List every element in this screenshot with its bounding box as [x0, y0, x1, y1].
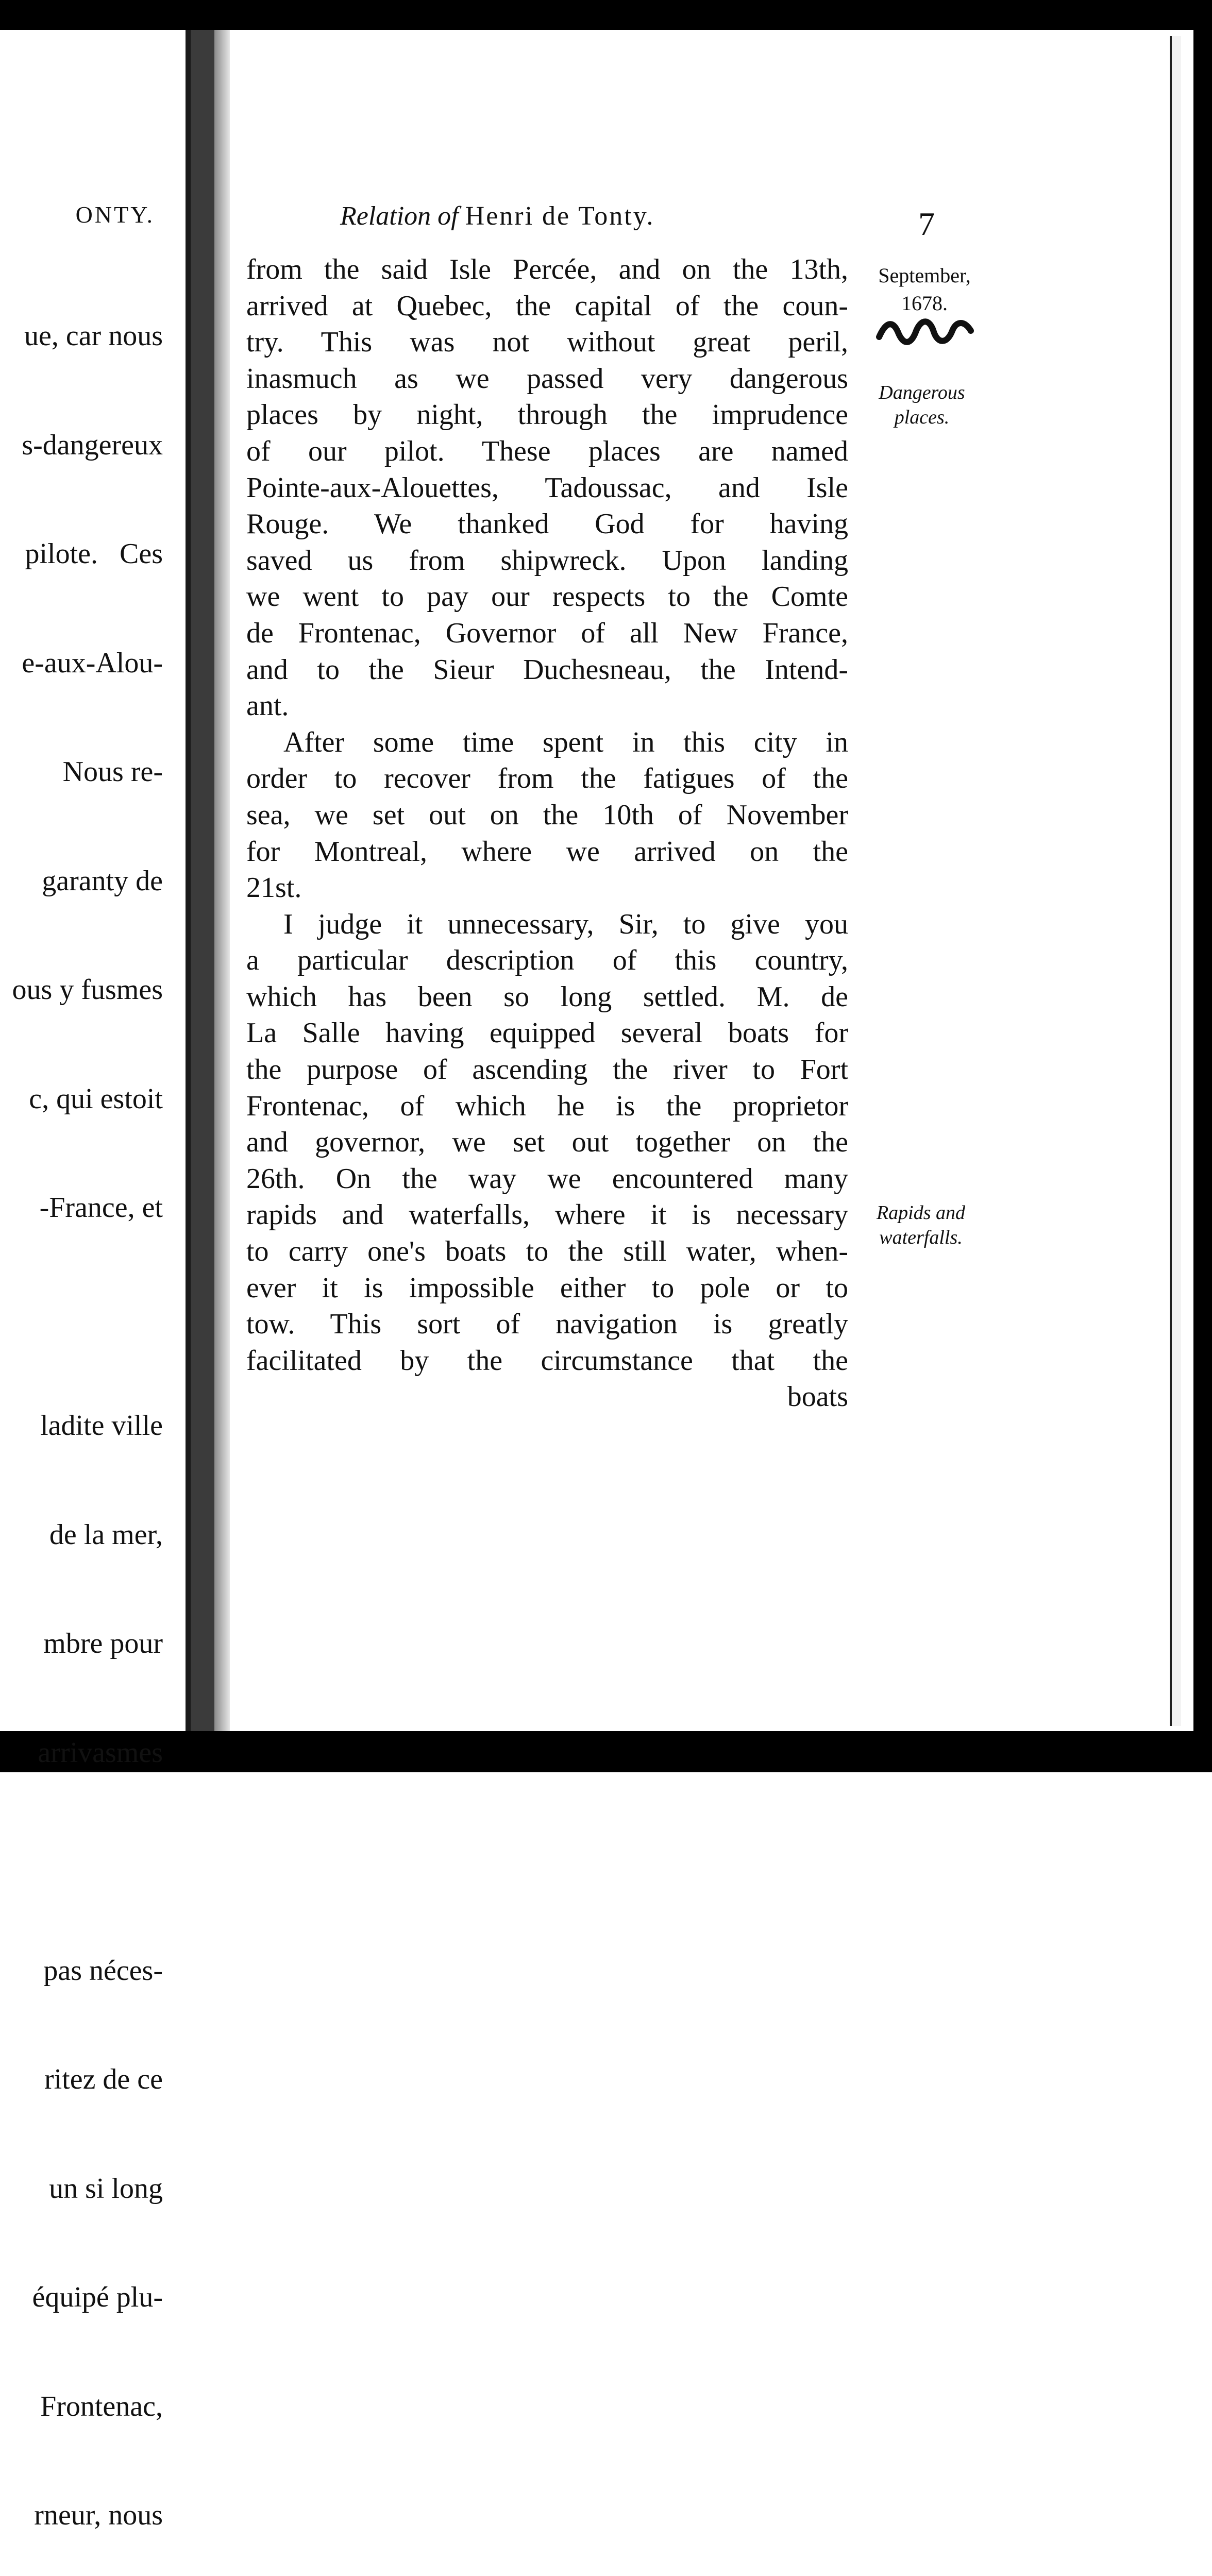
left-line: équipé plu- — [32, 2281, 163, 2313]
text-line: we went to pay our respects to the Comte — [246, 581, 848, 613]
text-line: places by night, through the imprudence — [246, 399, 848, 431]
left-line: c, qui estoit — [29, 1082, 163, 1115]
scan-border-bottom — [0, 1731, 1212, 1772]
text-line: ant. — [246, 690, 289, 722]
text-line: tow. This sort of navigation is greatly — [246, 1308, 848, 1341]
text-line: of our pilot. These places are named — [246, 435, 848, 467]
text-line: Pointe-aux-Alouettes, Tadoussac, and Isle — [246, 471, 848, 504]
margin-date-month: September, — [878, 264, 971, 287]
text-line: inasmuch as we passed very dangerous — [246, 362, 848, 395]
left-line: un si long — [49, 2172, 163, 2205]
text-line: rapids and waterfalls, where it is necessary — [246, 1199, 848, 1231]
paragraph-3 — [246, 906, 848, 1415]
running-head-name: Henri de Tonty. — [465, 201, 655, 231]
left-line — [12, 1843, 163, 1880]
margin-date — [868, 262, 981, 317]
left-line: pilote. Ces — [25, 538, 163, 570]
text-line: La Salle having equipped several boats for — [246, 1017, 848, 1049]
left-line: rneur, nous — [34, 2499, 163, 2531]
left-line — [12, 1299, 163, 1335]
left-facing-page — [0, 30, 186, 2531]
running-head — [340, 201, 654, 231]
text-line: saved us from shipwreck. Upon landing — [246, 544, 848, 577]
left-line: ous y fusmes — [12, 974, 163, 1006]
text-line: from the said Isle Percée, and on the 13th, — [246, 253, 848, 285]
scan-border-top — [0, 0, 1212, 30]
left-line: de la mer, — [49, 1518, 163, 1551]
text-line: ever it is impossible either to pole or to — [246, 1272, 848, 1304]
paragraph-2 — [246, 724, 848, 906]
left-line: ritez de ce — [44, 2063, 163, 2095]
catchword: boats — [787, 1381, 848, 1413]
left-page-text — [12, 245, 163, 2576]
left-line: mbre pour — [43, 1628, 163, 1659]
left-running-head: ONTY. — [75, 201, 155, 228]
text-line: I judge it unnecessary, Sir, to give you — [283, 908, 848, 940]
text-line: Rouge. We thanked God for having — [246, 508, 848, 540]
text-line: try. This was not without great peril, — [246, 326, 848, 359]
margin-note-dangerous — [873, 380, 971, 430]
text-line: facilitated by the circumstance that the — [246, 1344, 848, 1377]
margin-note-line: places. — [894, 406, 950, 428]
left-line: s-dangereux — [22, 429, 163, 461]
text-line: 26th. On the way we encountered many — [246, 1162, 848, 1195]
margin-date-year: 1678. — [901, 292, 948, 315]
left-line: arrivasmes — [38, 1736, 163, 1769]
left-line: ue, car nous — [24, 320, 163, 352]
left-line: Frontenac, — [40, 2390, 163, 2422]
text-line: sea, we set out on the 10th of November — [246, 799, 848, 831]
text-line: and governor, we set out together on the — [246, 1126, 848, 1159]
margin-note-line: Dangerous — [879, 382, 965, 403]
margin-note-rapids — [862, 1200, 980, 1250]
left-line: pas néces- — [43, 1954, 163, 1987]
body-text — [246, 251, 848, 1415]
text-line: a particular description of this country, — [246, 944, 848, 977]
text-line: 21st. — [246, 872, 302, 904]
text-line: de Frontenac, Governor of all New France, — [246, 617, 848, 649]
running-head-italic: Relation of — [340, 201, 459, 231]
margin-note-line: waterfalls. — [879, 1227, 963, 1248]
left-page-edge — [186, 30, 191, 1731]
scan-border-right — [1193, 0, 1212, 1772]
margin-note-line: Rapids and — [876, 1202, 966, 1224]
left-line: e-aux-Alou- — [22, 647, 163, 679]
text-line: and to the Sieur Duchesneau, the Intend- — [246, 653, 848, 686]
text-line: which has been so long settled. M. de — [246, 980, 848, 1013]
gutter-shadow — [214, 30, 230, 1731]
ornament-flourish — [876, 315, 974, 346]
page-number: 7 — [918, 206, 935, 242]
text-line: the purpose of ascending the river to Fort — [246, 1054, 848, 1086]
book-gutter — [191, 30, 214, 1731]
text-line: arrived at Quebec, the capital of the coun- — [246, 290, 848, 322]
paragraph-1 — [246, 251, 848, 724]
left-line: -France, et — [39, 1192, 163, 1224]
text-line: order to recover from the fatigues of the — [246, 762, 848, 795]
text-line: Frontenac, of which he is the proprietor — [246, 1090, 848, 1122]
left-line: Nous re- — [62, 756, 163, 788]
left-line: ladite ville — [40, 1410, 163, 1442]
text-line: After some time spent in this city in — [283, 726, 848, 758]
page-edge — [1170, 36, 1181, 1726]
text-line: to carry one's boats to the still water, when- — [246, 1235, 848, 1268]
left-line: garanty de — [42, 865, 163, 897]
text-line: for Montreal, where we arrived on the — [246, 835, 848, 868]
